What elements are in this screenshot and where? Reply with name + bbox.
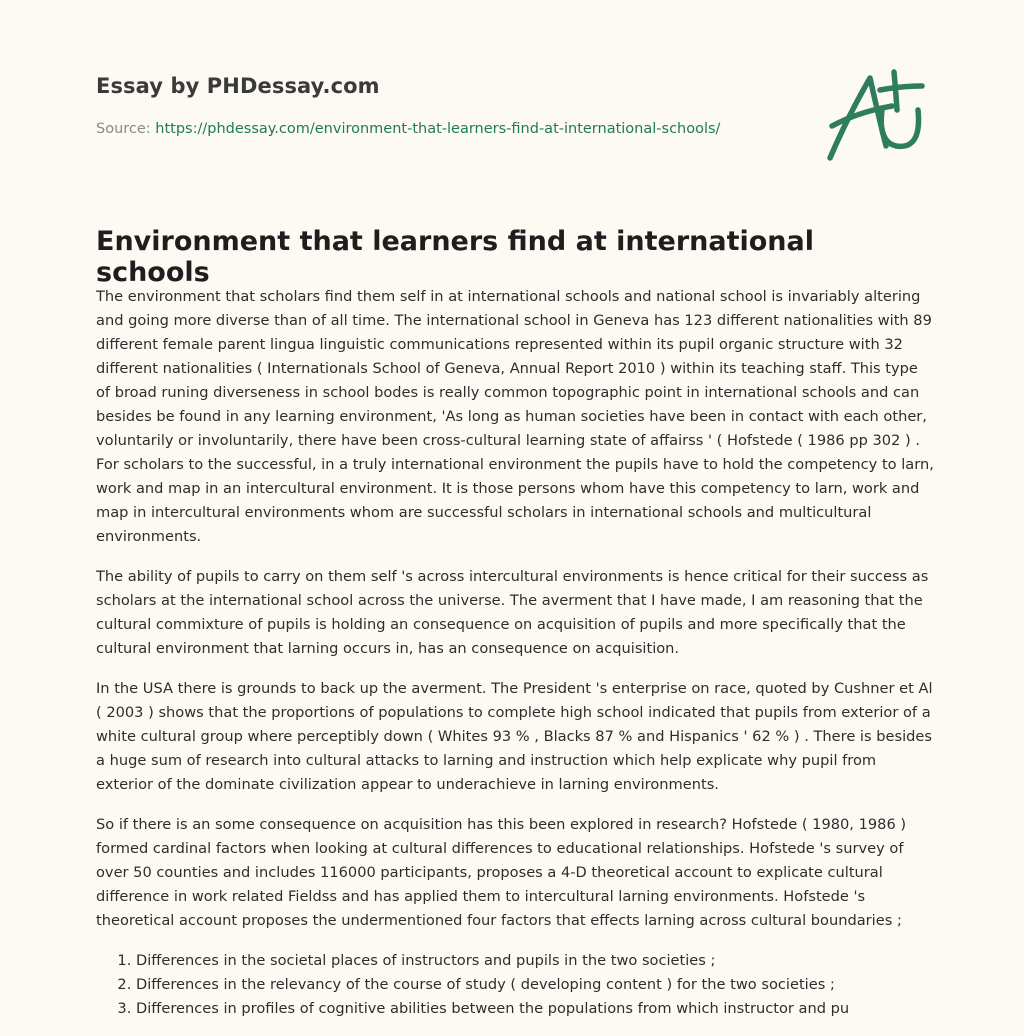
paragraph: The environment that scholars find them self in at international schools and national school is invariably altering and going more diverse than of all time. The international school in Geneva has 123 different nationalities with 89 different female parent lingua linguistic communications represented within its pupil organic structure with 32 different nationalities ( Internationals School of Geneva, Annual Report 2010 ) within its teaching staff. This type of broad runing diverseness in school bodes is really common topographic point in international schools and can besides be found in any learning environment, 'As long as human societies have been in contact with each other, voluntarily or involuntarily, there have been cross-cultural learning state of affairss ' ( Hofstede ( 1986 pp 302 ) . For scholars to the successful, in a truly international environment the pupils have to hold the competency to larn, work and map in an intercultural environment. It is those persons whom have this competency to larn, work and map in intercultural environments whom are successful scholars in international schools and multicultural environments. [96, 288, 934, 545]
source-link[interactable]: https://phdessay.com/environment-that-learners-find-at-international-schools/ [155, 121, 721, 137]
paragraph: So if there is an some consequence on acquisition has this been explored in research? Hofstede ( 1980, 1986 ) formed cardinal factors when looking at cultural differences to educational relationships. Hofstede 's survey of over 50 counties and includes 116000 participants, proposes a 4-D theoretical account to explicate cultural difference in work related Fieldss and has applied them to intercultural larning environments. Hofstede 's theoretical account proposes the undermentioned four factors that effects larning across cultural boundaries ; [96, 816, 907, 929]
paragraph: In the USA there is grounds to back up the averment. The President 's enterprise on race, quoted by Cushner et Al ( 2003 ) shows that the proportions of populations to complete high school indicated that pupils from exterior of a white cultural group where perceptibly down ( Whites 93 % , Blacks 87 % and Hispanics ' 62 % ) . There is besides a huge sum of research into cultural attacks to larning and instruction which help explicate why pupil from exterior of the dominate civilization appear to underachieve in larning environments. [96, 680, 933, 793]
essay-title: Environment that learners find at international schools [96, 226, 815, 288]
source-label: Source: [96, 121, 151, 137]
factor-list [96, 949, 936, 1021]
essay-body [96, 285, 936, 1021]
a-plus-icon [818, 66, 930, 166]
list-item: 3. Differences in profiles of cognitive abilities between the populations from which instructor and pu [136, 997, 936, 1021]
paragraph: The ability of pupils to carry on them self 's across intercultural environments is hence critical for their success as scholars at the international school across the universe. The averment that I have made, I am reasoning that the cultural commixture of pupils is holding an consequence on acquisition of pupils and more specifically that the cultural environment that larning occurs in, has an consequence on acquisition. [96, 568, 929, 657]
list-item: 2. Differences in the relevancy of the course of study ( developing content ) for the two societies ; [136, 973, 936, 997]
brand-title: Essay by PHDessay.com [96, 74, 380, 98]
essay-header [96, 74, 796, 137]
list-item: 1. Differences in the societal places of instructors and pupils in the two societies ; [136, 949, 936, 973]
source-line [96, 121, 796, 137]
